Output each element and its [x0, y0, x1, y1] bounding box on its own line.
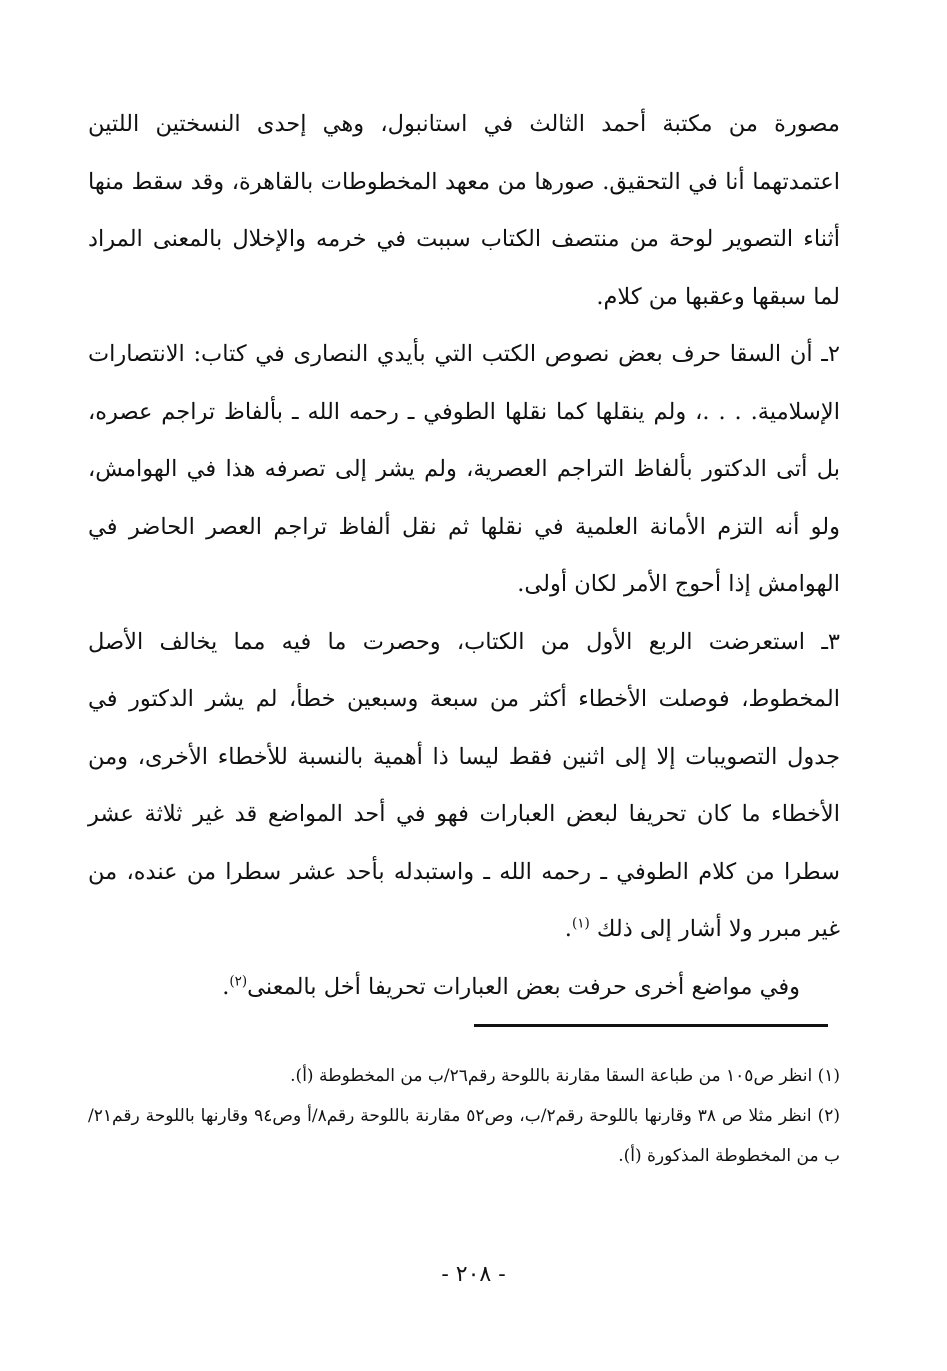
paragraph-point-3-text: ٣ـ استعرضت الربع الأول من الكتاب، وحصرت ما فيه مما يخالف الأصل المخطوط، فوصلت الأخطاء أكثر من سبعة وسبعين خطأ، لم يشر الدكتور في جدول التصويبات إلا إلى اثنين فقط ليسا ذا أهمية بالنسبة للأخطاء الأخرى، ومن الأخطاء ما كان تحريفا لبعض العبارات فهو في أحد المواضع قد غير ثلاثة عشر سطرا من كلام الطوفي ـ رحمه الله ـ واستبدله بأحد عشر سطرا من عنده، من غير مبرر ولا أشار إلى ذلك [88, 628, 840, 942]
paragraph-continuation: مصورة من مكتبة أحمد الثالث في استانبول، وهي إحدى النسختين اللتين اعتمدتهما أنا في التحقيق. صورها من معهد المخطوطات بالقاهرة، وقد سقط منها أثناء التصوير لوحة من منتصف الكتاب سببت في خرمه والإخلال بالمعنى المراد لما سبقها وعقبها من كلام. [88, 111, 840, 310]
footnote-1: (١) انظر ص١٠٥ من طباعة السقا مقارنة باللوحة رقم٢٦/ب من المخطوطة (أ). [290, 1066, 840, 1086]
footnotes [88, 1056, 840, 1176]
footnote-2: (٢) انظر مثلا ص ٣٨ وقارنها باللوحة رقم٢/ب، وص٥٢ مقارنة باللوحة رقم٨/أ وص٩٤ وقارنها باللوحة رقم٢١/ب من المخطوطة المذكورة (أ). [88, 1106, 840, 1166]
footnote-ref-2: (٢) [229, 973, 248, 989]
footnote-separator [474, 1024, 828, 1027]
paragraph-closing-text: وفي مواضع أخرى حرفت بعض العبارات تحريفا أخل بالمعنى [247, 973, 800, 1000]
paragraph-point-2: ٢ـ أن السقا حرف بعض نصوص الكتب التي بأيدي النصارى في كتاب: الانتصارات الإسلامية. . . .، ولم ينقلها كما نقلها الطوفي ـ رحمه الله ـ بألفاظ تراجم عصره، بل أتى الدكتور بألفاظ التراجم العصرية، ولم يشر إلى تصرفه هذا في الهوامش، ولو أنه التزم الأمانة العلمية في نقلها ثم نقل ألفاظ تراجم العصر الحاضر في الهوامش إذا أحوج الأمر لكان أولى. [88, 341, 840, 597]
paragraph-closing-end: . [222, 973, 230, 1000]
paragraph-point-3-end: . [564, 916, 572, 942]
paragraph-point-3 [88, 614, 840, 959]
main-text [88, 96, 840, 1016]
paragraph-closing [88, 959, 840, 1017]
footnote-ref-1: (١) [571, 915, 590, 932]
page-number: - ٢٠٨ - [441, 1262, 506, 1287]
